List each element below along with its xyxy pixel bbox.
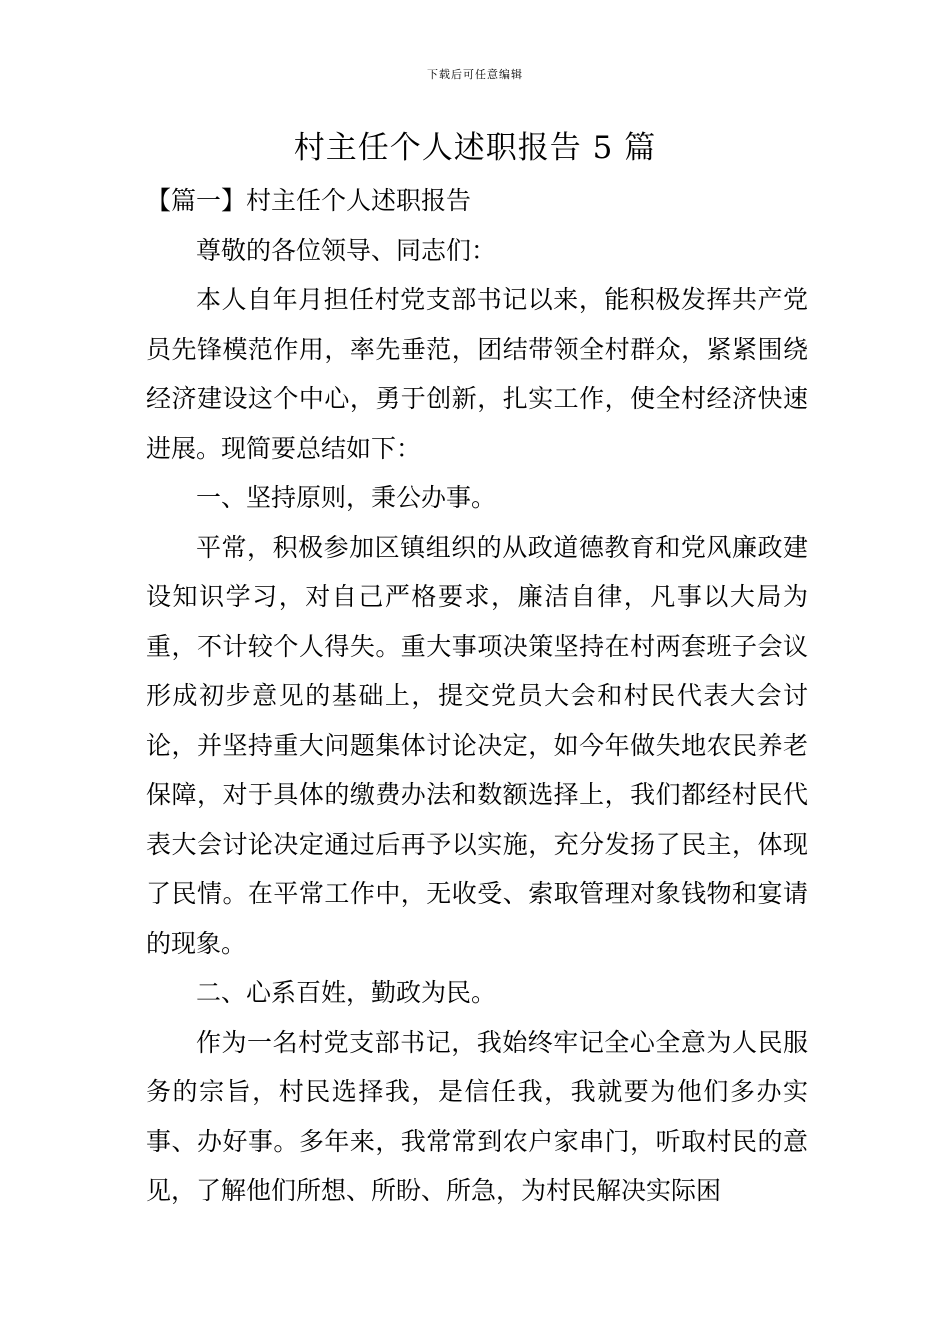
document-body	[146, 176, 808, 1216]
section-heading: 【篇一】村主任个人述职报告	[146, 186, 472, 215]
paragraph-service: 作为一名村党支部书记，我始终牢记全心全意为人民服务的宗旨，村民选择我，是信任我，我就要为他们多办实事、办好事。多年来，我常常到农户家串门，听取村民的意见，了解他们所想、所盼、所急，为村民解决实际困	[146, 1027, 808, 1205]
intro-paragraph: 本人自年月担任村党支部书记以来，能积极发挥共产党员先锋模范作用，率先垂范，团结带领全村群众，紧紧围绕经济建设这个中心，勇于创新，扎实工作，使全村经济快速进展。现简要总结如下：	[146, 285, 808, 463]
paragraph-integrity: 平常，积极参加区镇组织的从政道德教育和党风廉政建设知识学习，对自己严格要求，廉洁自律，凡事以大局为重，不计较个人得失。重大事项决策坚持在村两套班子会议形成初步意见的基础上，提交党员大会和村民代表大会讨论，并坚持重大问题集体讨论决定，如今年做失地农民养老保障，对于具体的缴费办法和数额选择上，我们都经村民代表大会讨论决定通过后再予以实施，充分发扬了民主，体现了民情。在平常工作中，无收受、索取管理对象钱物和宴请的现象。	[146, 532, 808, 958]
document-title: 村主任个人述职报告 5 篇	[293, 130, 657, 166]
header-note: 下载后可任意编辑	[427, 68, 523, 81]
salutation-paragraph: 尊敬的各位领导、同志们：	[196, 235, 497, 265]
subheading-one: 一、坚持原则，秉公办事。	[196, 483, 497, 512]
subheading-two: 二、心系百姓，勤政为民。	[196, 978, 497, 1007]
